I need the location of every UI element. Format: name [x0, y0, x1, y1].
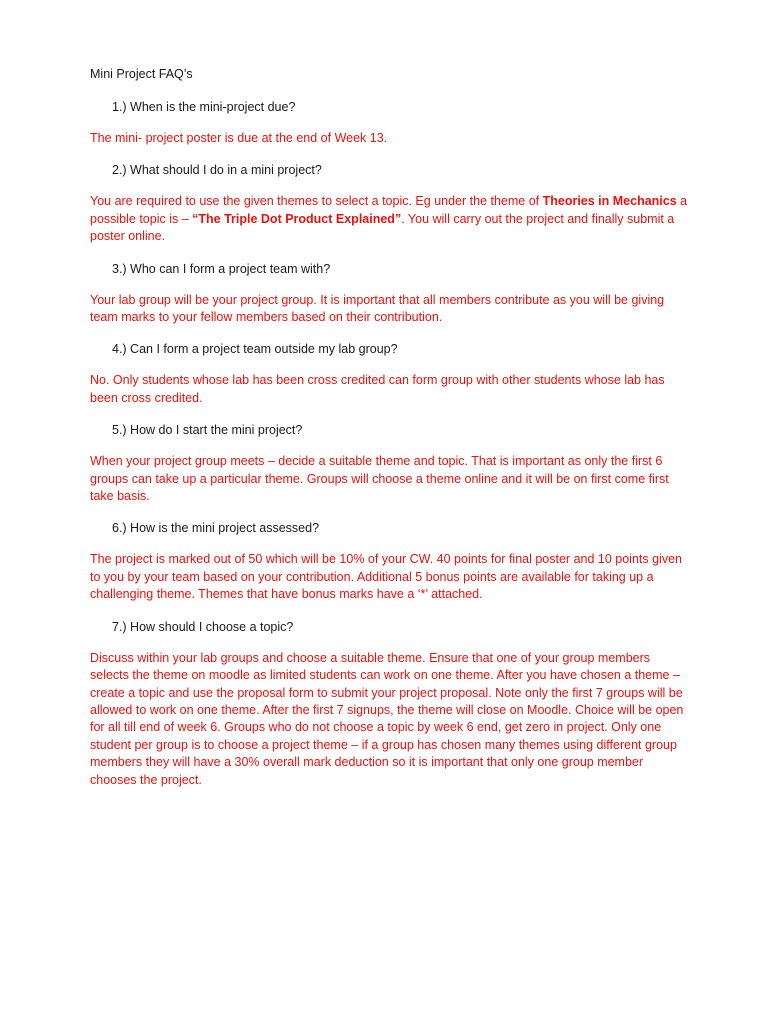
- faq-item-4: [90, 341, 690, 407]
- faq-answer: [90, 193, 690, 245]
- faq-question: 6.) How is the mini project assessed?: [112, 521, 320, 536]
- faq-item-3: [90, 261, 690, 327]
- faq-question: 4.) Can I form a project team outside my lab group?: [112, 342, 398, 357]
- faq-item-7: [90, 619, 690, 789]
- answer-text: a possible topic is –: [90, 194, 688, 226]
- faq-item-6: [90, 520, 690, 603]
- faq-answer: When your project group meets – decide a suitable theme and topic. That is important as only the first 6 groups can take up a particular theme. Groups will choose a theme online and it will be on first come first take basis.: [90, 454, 669, 504]
- faq-question: 3.) Who can I form a project team with?: [112, 261, 331, 276]
- faq-item-5: [90, 422, 690, 505]
- faq-question: 1.) When is the mini-project due?: [112, 100, 296, 114]
- answer-bold-topic: “The Triple Dot Product Explained”: [192, 211, 402, 226]
- faq-answer: The project is marked out of 50 which will be 10% of your CW. 40 points for final poster and 10 points given to you by your team based on your contribution. Additional 5 bonus points are available for taking up a challenging theme. Themes that have bonus marks have a ‘*’ attached.: [90, 552, 682, 602]
- faq-item-2: [90, 162, 690, 245]
- faq-answer: Discuss within your lab groups and choose a suitable theme. Ensure that one of your group members selects the theme on moodle as limited students can work on one theme. After you have chosen a theme – create a topic and use the proposal form to submit your project proposal. Note only the first 7 groups will be allowed to work on one theme. After the first 7 signups, the theme will close on Moodle. Choice will be open for all till end of week 6. Groups who do not choose a topic by week 6 end, get zero in project. Only one student per group is to choose a project theme – if a group has chosen many themes using different group members they will have a 30% overall mark deduction so it is important that only one group member chooses the project.: [90, 650, 684, 787]
- faq-answer: The mini- project poster is due at the end of Week 13.: [90, 131, 388, 145]
- answer-text: . You will carry out the project and finally submit a poster online.: [90, 211, 675, 244]
- document-title: Mini Project FAQ’s: [90, 67, 193, 81]
- faq-question: 5.) How do I start the mini project?: [112, 423, 303, 438]
- faq-item-1: [90, 99, 690, 147]
- faq-question: 7.) How should I choose a topic?: [112, 619, 294, 634]
- answer-bold-theme: Theories in Mechanics: [542, 194, 677, 209]
- faq-question: 2.) What should I do in a mini project?: [112, 163, 322, 178]
- faq-document: [90, 66, 690, 804]
- faq-answer: No. Only students whose lab has been cross credited can form group with other students whose lab has been cross credited.: [90, 373, 665, 405]
- answer-text: You are required to use the given themes to select a topic. Eg under the theme of: [90, 194, 543, 209]
- faq-answer: Your lab group will be your project group. It is important that all members contribute as you will be giving team marks to your fellow members based on their contribution.: [90, 292, 665, 325]
